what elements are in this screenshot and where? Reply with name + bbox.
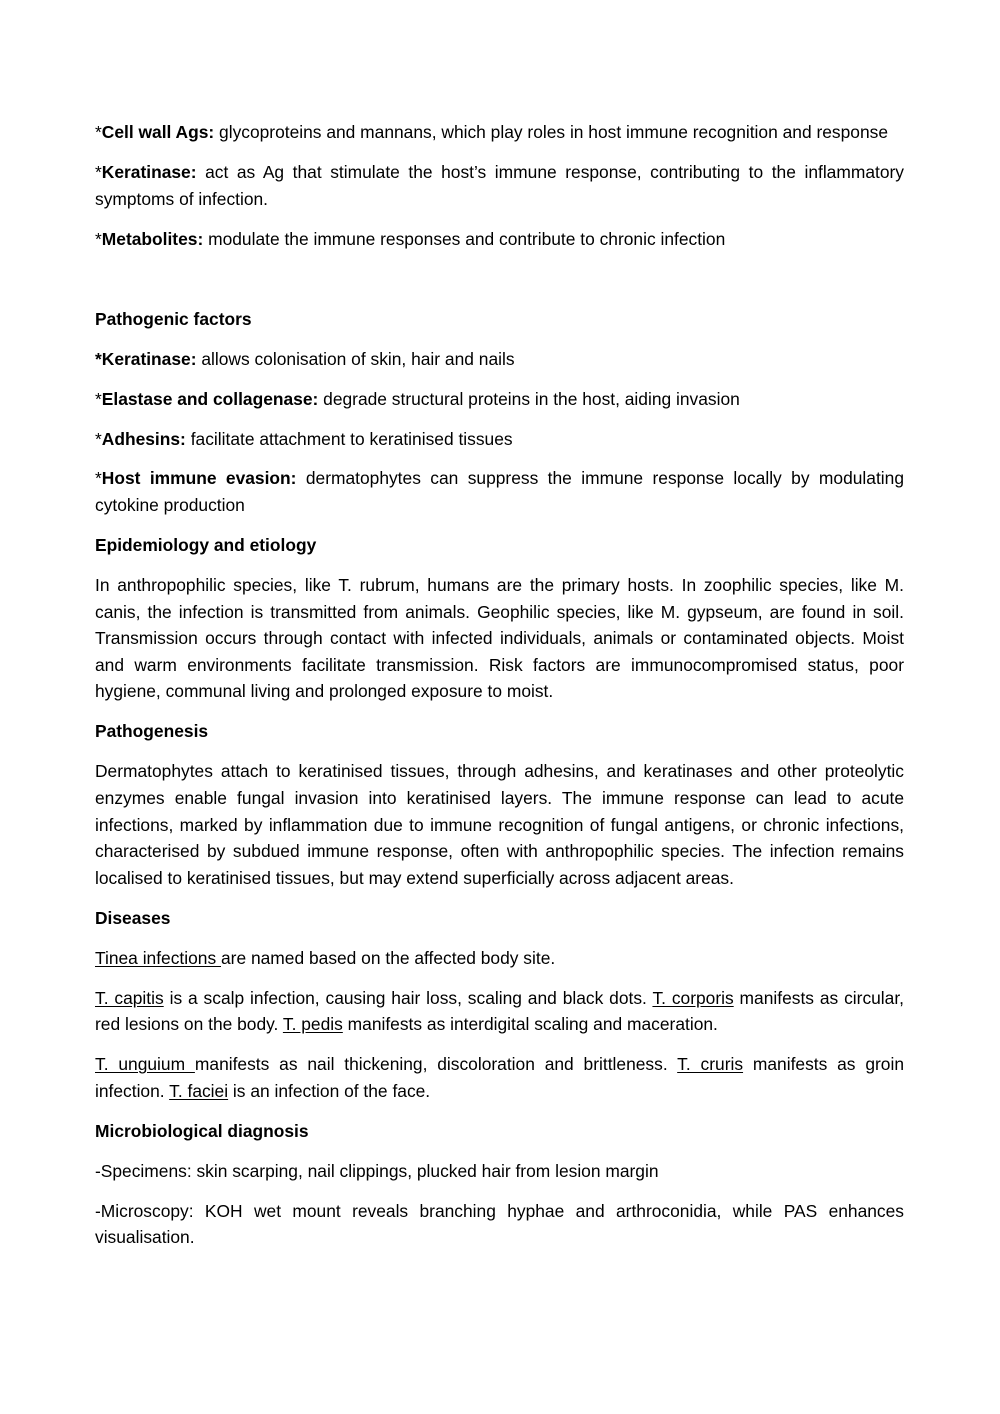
term-cruris: T. cruris [677, 1054, 744, 1075]
heading-diseases: Diseases [95, 907, 171, 928]
heading-epidemiology: Epidemiology and etiology [95, 535, 317, 556]
term-pedis: T. pedis [282, 1014, 343, 1035]
diagnosis-microscopy: -Microscopy: KOH wet mount reveals branching hyphae and arthroconidia, while PAS enhances visualisation. [95, 1200, 904, 1248]
pathogenic-item-keratinase: *Keratinase: allows colonisation of skin, hair and nails [95, 348, 515, 369]
term: Metabolites: [101, 228, 204, 249]
term-faciei: T. faciei [169, 1080, 229, 1101]
diseases-intro: Tinea infections are named based on the affected body site. [95, 947, 556, 968]
heading-pathogenic-factors: Pathogenic factors [95, 308, 252, 329]
pathogenic-item-immune-evasion: *Host immune evasion: dermatophytes can suppress the immune response locally by modulating cytokine production [95, 468, 904, 516]
term-unguium: T. unguium [95, 1054, 195, 1075]
term: Host immune evasion: [101, 468, 297, 489]
immune-item-metabolites: *Metabolites: modulate the immune responses and contribute to chronic infection [95, 228, 726, 249]
epidemiology-paragraph: In anthropophilic species, like T. rubrum, humans are the primary hosts. In zoophilic species, like M. canis, the infection is transmitted from animals. Geophilic species, like M. gypseum, are found in soil. Transmission occurs through contact with infected individuals, animals or contaminated objects. Moist and warm environments facilitate transmission. Risk factors are immunocompromised status, poor hygiene, communal living and prolonged exposure to moist. [95, 575, 904, 702]
diseases-paragraph-2: T. unguium manifests as nail thickening, discoloration and brittleness. T. cruris manifests as groin infection. T. faciei is an infection of the face. [95, 1054, 905, 1101]
heading-diagnosis: Microbiological diagnosis [95, 1120, 309, 1141]
term: Elastase and collagenase: [101, 388, 319, 409]
immune-item-keratinase: *Keratinase: act as Ag that stimulate the host’s immune response, contributing to the inflammatory symptoms of infection. [95, 161, 904, 209]
document-page [95, 119, 904, 1264]
term: Adhesins: [101, 428, 186, 449]
term-capitis: T. capitis [95, 987, 164, 1008]
pathogenesis-paragraph: Dermatophytes attach to keratinised tissues, through adhesins, and keratinases and other proteolytic enzymes enable fungal invasion into keratinised layers. The immune response can lead to acute infections, marked by inflammation due to immune recognition of fungal antigens, or chronic infections, characterised by subdued immune response, often with anthropophilic species. The infection remains localised to keratinised tissues, but may extend superficially across adjacent areas. [95, 761, 904, 888]
pathogenic-item-adhesins: *Adhesins: facilitate attachment to keratinised tissues [95, 428, 513, 449]
term-corporis: T. corporis [652, 987, 734, 1008]
immune-item-cell-wall: *Cell wall Ags: glycoproteins and mannans, which play roles in host immune recognition and response [95, 122, 888, 142]
heading-pathogenesis: Pathogenesis [95, 721, 209, 742]
tinea-link: Tinea infections [95, 947, 221, 968]
blank-line [95, 266, 904, 306]
pathogenic-item-elastase: *Elastase and collagenase: degrade structural proteins in the host, aiding invasion [95, 388, 740, 409]
term: Cell wall Ags: [101, 122, 215, 142]
term: Keratinase: [101, 161, 197, 182]
term: *Keratinase: [95, 348, 197, 369]
diagnosis-specimens: -Specimens: skin scarping, nail clippings, plucked hair from lesion margin [95, 1160, 659, 1181]
diseases-paragraph-1: T. capitis is a scalp infection, causing hair loss, scaling and black dots. T. corporis manifests as circular, red lesions on the body. T. pedis manifests as interdigital scaling and maceration. [95, 987, 905, 1035]
